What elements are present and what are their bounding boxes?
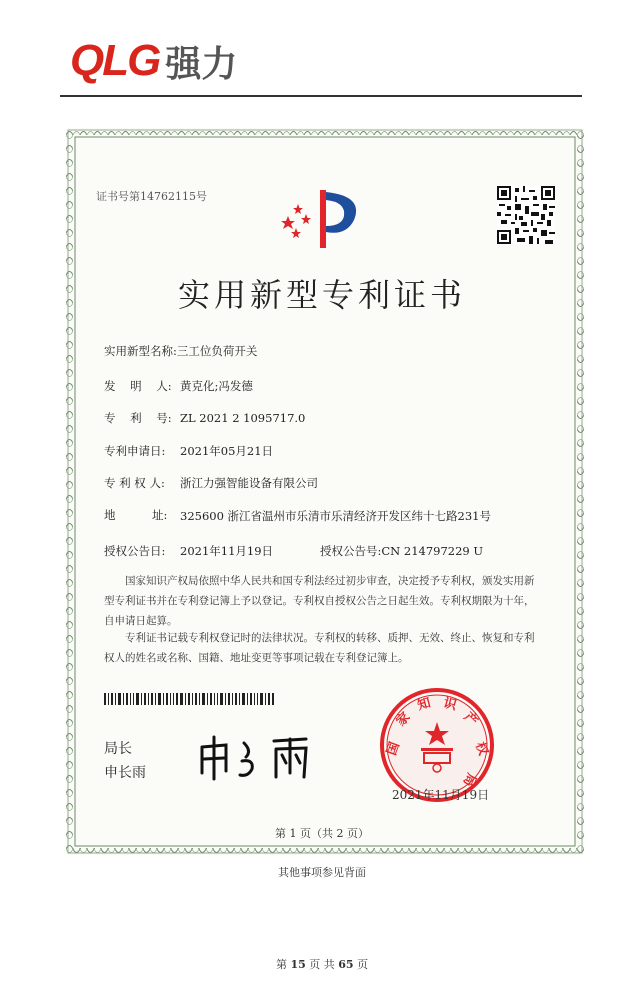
certificate-title: 实用新型专利证书 — [177, 276, 466, 314]
certificate-paragraph-grant: 国家知识产权局依照中华人民共和国专利法经过初步审查，决定授予专利权，颁发实用新型专利证书并在专利登记簿上予以登记。专利权自授权公告之日起生效。专利权期限为十年，自申请日起算。 — [104, 575, 535, 627]
director-signature — [196, 733, 326, 783]
field-patent-number — [104, 410, 305, 426]
field-grant-number — [320, 543, 483, 559]
page-total: 65 — [338, 958, 354, 971]
field-label: 授权公告号: — [320, 544, 382, 558]
field-value: 浙江力强智能设备有限公司 — [180, 476, 318, 490]
certificate-number: 证书号第14762115号 — [96, 190, 207, 203]
header-divider — [60, 95, 582, 97]
field-value: 黄克化;冯发德 — [180, 379, 253, 393]
svg-text:知: 知 — [415, 695, 433, 714]
field-grant-date — [104, 543, 273, 559]
field-label: 专 利 权 人: — [104, 476, 165, 490]
director-name: 申长雨 — [104, 765, 146, 781]
page-middle: 页 共 — [309, 958, 335, 971]
field-patentee — [104, 475, 318, 491]
barcode-icon — [104, 693, 274, 705]
field-value: CN 214797229 U — [381, 544, 484, 558]
certificate-paragraph-legal: 专利证书记载专利权登记时的法律状况。专利权的转移、质押、无效、终止、恢复和专利权人的姓名或名称、国籍、地址变更等事项记载在专利登记簿上。 — [104, 632, 535, 664]
director-title: 局长 — [104, 741, 132, 757]
field-label: 发 明 人: — [104, 379, 172, 393]
page-suffix: 页 — [357, 958, 369, 971]
field-label: 地 址: — [104, 508, 168, 522]
cnipa-emblem-icon — [278, 186, 368, 252]
svg-text:权: 权 — [472, 740, 491, 758]
page-current: 15 — [290, 958, 306, 971]
field-inventor — [104, 378, 253, 394]
document-page-number — [0, 956, 644, 972]
certificate-page-indicator: 第 1 页（共 2 页） — [275, 827, 369, 840]
svg-text:局: 局 — [459, 770, 479, 789]
svg-text:家: 家 — [393, 709, 414, 730]
field-value: 2021年11月19日 — [180, 544, 274, 558]
seal-date: 2021年11月19日 — [392, 788, 490, 802]
qr-code-icon — [497, 186, 555, 244]
field-label: 实用新型名称: — [104, 344, 177, 358]
company-logo — [70, 36, 237, 86]
field-label: 专 利 号: — [104, 411, 172, 425]
svg-text:国: 国 — [384, 740, 403, 758]
field-value: ZL 2021 2 1095717.0 — [180, 411, 306, 425]
field-value: 三工位负荷开关 — [176, 344, 258, 358]
page-prefix: 第 — [275, 958, 287, 971]
logo-chinese: 强力 — [165, 43, 238, 85]
field-value: 325600 浙江省温州市乐清市乐清经济开发区纬十七路231号 — [180, 509, 492, 523]
field-label: 专利申请日: — [104, 444, 166, 458]
field-utility-model-name — [104, 343, 257, 359]
certificate-footnote: 其他事项参见背面 — [278, 866, 366, 879]
svg-text:产: 产 — [460, 709, 481, 730]
svg-text:识: 识 — [441, 695, 459, 714]
logo-latin: QLG — [70, 36, 160, 85]
field-value: 2021年05月21日 — [180, 444, 274, 458]
field-label: 授权公告日: — [104, 544, 166, 558]
field-filing-date — [104, 443, 273, 459]
